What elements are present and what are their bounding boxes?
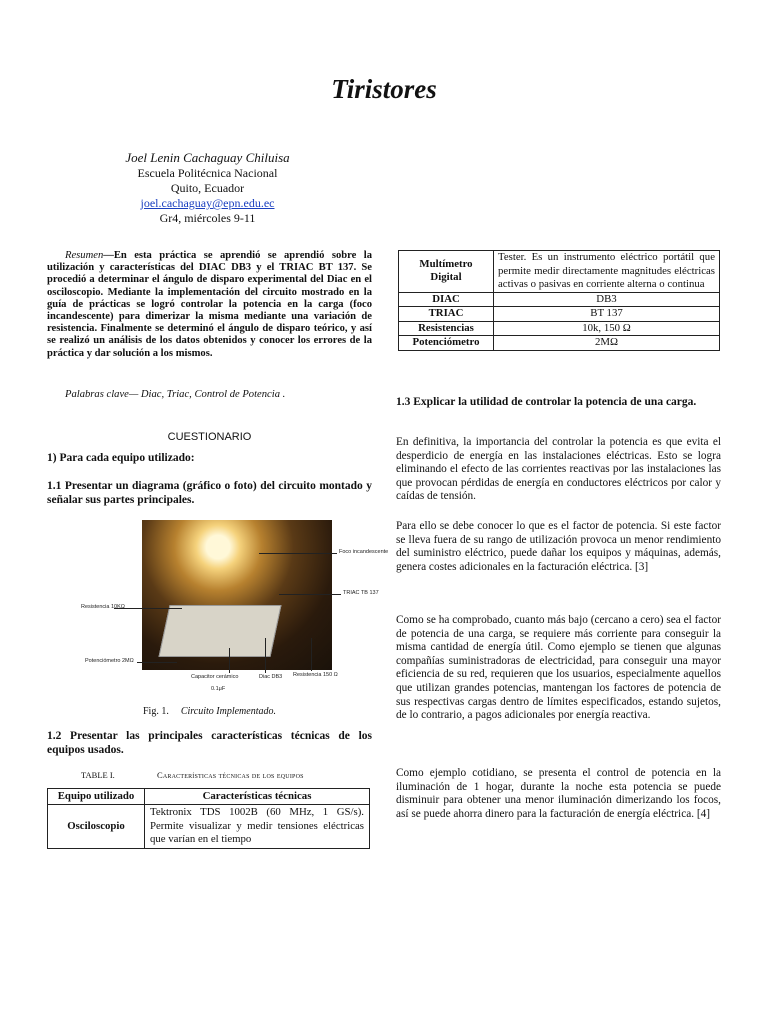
- table-cell: Osciloscopio: [48, 805, 145, 849]
- label-triac: TRIAC TB 137: [343, 590, 379, 596]
- body-paragraph: Como se ha comprobado, cuanto más bajo (cercano a cero) sea el factor de potencia de una carga, se requiere más corriente para conseguir la misma cantidad de energía útil. Como ejemplo se tienen que algunas compañías suministradoras de electricidad, para conseguir una mayor eficiencia de su red, requieren que los usuarios, especialmente aquellos que utilizan grandes potencias, mantengan los factores de potencia de sus respectivas cargas dentro de límites especificados, estando sujetos, de lo contrario, a pagos adicionales por energía reactiva.: [396, 614, 721, 722]
- abstract-lead: Resumen: [65, 250, 104, 261]
- body-paragraph: Como ejemplo cotidiano, se presenta el control de potencia en la iluminación de 1 hogar, durante la noche esta potencia se puede disminuir para obtener una menor iluminación dimerizando los focos, así se puede ahorra dinero para la facturación de energía eléctrica. [4]: [396, 767, 721, 820]
- body-paragraph: Para ello se debe conocer lo que es el factor de potencia. Si este factor se lleva fuera de su rango de utilización provoca un menor rendimiento del suministro eléctrico, puede dañar los equipos y máquinas, además, genera costes adicionales en la facturación eléctrica. [3]: [396, 520, 721, 573]
- table-row: [48, 805, 370, 849]
- section-1-1-heading: 1.1 Presentar un diagrama (gráfico o foto) del circuito montado y señalar sus partes principales.: [47, 480, 372, 506]
- table-cell: Resistencias: [399, 321, 494, 336]
- paper-title: Tiristores: [331, 74, 437, 104]
- table-header-cell: Equipo utilizado: [48, 789, 145, 805]
- table-cell: Tester. Es un instrumento eléctrico portátil que permite medir directamente magnitudes eléctricas activas o pasivas en corriente alterna o continua: [494, 251, 720, 293]
- author-institution: Escuela Politécnica Nacional: [137, 166, 278, 180]
- keywords: Palabras clave— Diac, Triac, Control de Potencia .: [65, 389, 286, 400]
- figure-number: Fig. 1.: [142, 706, 169, 717]
- table-cell: Tektronix TDS 1002B (60 MHz, 1 GS/s). Permite visualizar y medir tensiones eléctricas que varían en el tiempo: [145, 805, 370, 849]
- table-cell: 2MΩ: [494, 336, 720, 351]
- label-capacitor-value: 0.1μF: [211, 686, 226, 692]
- equipment-table-part-2: [398, 250, 720, 351]
- table-cell: Multímetro Digital: [399, 251, 494, 293]
- table-cell: DB3: [494, 292, 720, 307]
- section-1-heading: 1) Para cada equipo utilizado:: [47, 452, 195, 464]
- author-block: [100, 149, 315, 226]
- label-diac: Diac DB3: [259, 674, 283, 680]
- label-foco: Foco incandescente: [339, 549, 389, 555]
- table-1-caption-text: Características técnicas de los equipos: [157, 770, 304, 780]
- label-capacitor: Capacitor cerámico: [191, 674, 239, 680]
- label-resistencia-150: Resistencia 150 Ω: [293, 672, 338, 678]
- figure-caption: [47, 706, 372, 717]
- circuit-figure: [79, 520, 389, 700]
- table-1-number: TABLE I.: [81, 770, 115, 780]
- table-cell: DIAC: [399, 292, 494, 307]
- table-row: [399, 292, 720, 307]
- author-name: Joel Lenin Cachaguay Chiluisa: [125, 150, 290, 165]
- body-paragraph: En definitiva, la importancia del controlar la potencia es que evita el desperdicio de energía en las instalaciones eléctricas. Esto se logra eliminando el efecto de las corrientes reactivas por las instalaciones las que provocan pérdidas de energía en conductores eléctricos por calor y caídas de tensión.: [396, 436, 721, 503]
- table-row: [399, 321, 720, 336]
- cuestionario-heading: CUESTIONARIO: [167, 431, 252, 443]
- table-header-cell: Características técnicas: [145, 789, 370, 805]
- abstract: [47, 250, 372, 360]
- table-cell: TRIAC: [399, 307, 494, 322]
- section-1-3-heading: 1.3 Explicar la utilidad de controlar la potencia de una carga.: [396, 396, 697, 408]
- abstract-text: —En esta práctica se aprendió se aprendió sobre la utilización y características del DIAC DB3 y el TRIAC BT 137. Se procedió a determinar el ángulo de disparo experimental del Diac en el osciloscopio. Mediante la implementación del circuito mostrado en la guía de prácticas se logró controlar la potencia en la carga (foco incandescente) para dimerizar la misma mediante una variación de resistencia. Finalmente se determinó el ángulo de disparo teórico, y así se realizó un análisis de los datos obtenidos y conocer los errores de la práctica y dar solución a los mismos.: [47, 250, 372, 359]
- label-potenciometro: Potenciómetro 2MΩ: [85, 658, 134, 664]
- label-resistencia-10k: Resistencia 10KΩ: [81, 604, 125, 610]
- table-row: [399, 336, 720, 351]
- figure-caption-text: Circuito Implementado.: [180, 706, 276, 717]
- equipment-table-part-1: [47, 788, 370, 849]
- table-header-row: [48, 789, 370, 805]
- table-row: [399, 251, 720, 293]
- table-cell: Potenciómetro: [399, 336, 494, 351]
- author-city: Quito, Ecuador: [170, 181, 245, 195]
- table-cell: BT 137: [494, 307, 720, 322]
- table-cell: 10k, 150 Ω: [494, 321, 720, 336]
- table-row: [399, 307, 720, 322]
- author-email-link[interactable]: joel.cachaguay@epn.edu.ec: [140, 196, 275, 210]
- breadboard-shape: [158, 605, 281, 657]
- section-1-2-heading: 1.2 Presentar las principales características técnicas de los equipos usados.: [47, 730, 372, 756]
- table-1-caption: [47, 770, 372, 780]
- author-group: Gr4, miércoles 9-11: [159, 211, 256, 225]
